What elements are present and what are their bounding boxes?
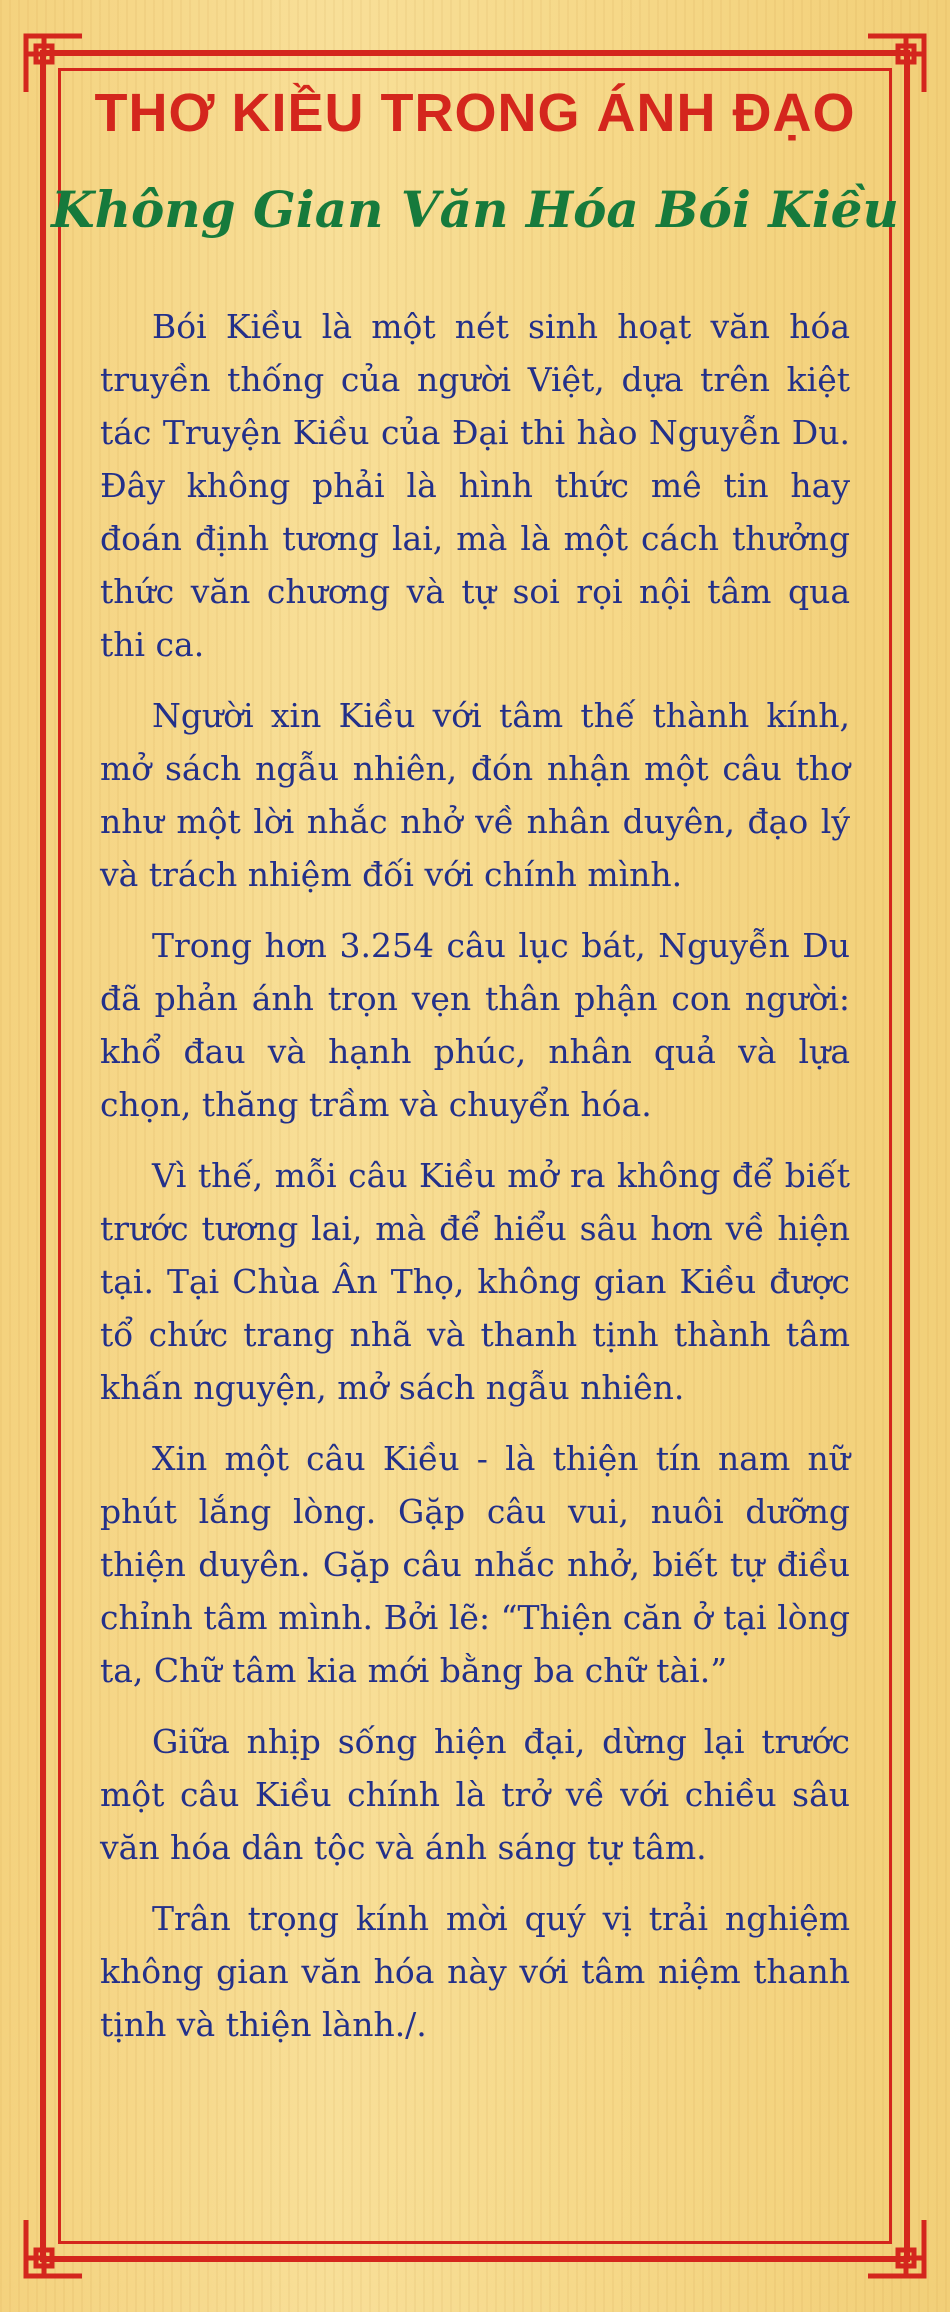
paragraph: Xin một câu Kiều - là thiện tín nam nữ phút lắng lòng. Gặp câu vui, nuôi dưỡng thiện duyên. Gặp câu nhắc nhở, biết tự điều chỉnh tâm mình. Bởi lẽ: “Thiện căn ở tại lòng ta, Chữ tâm kia mới bằng ba chữ tài.” bbox=[100, 1439, 850, 1690]
paragraph: Bói Kiều là một nét sinh hoạt văn hóa truyền thống của người Việt, dựa trên kiệt tác Truyện Kiều của Đại thi hào Nguyễn Du. Đây không phải là hình thức mê tin hay đoán định tương lai, mà là một cách thưởng thức văn chương và tự soi rọi nội tâm qua thi ca. bbox=[100, 307, 850, 664]
page-title: THƠ KIỀU TRONG ÁNH ĐẠO bbox=[94, 83, 856, 143]
paragraph: Giữa nhịp sống hiện đại, dừng lại trước một câu Kiều chính là trở về với chiều sâu văn hóa dân tộc và ánh sáng tự tâm. bbox=[100, 1722, 850, 1867]
corner-ornament-bottom-left bbox=[22, 2216, 86, 2280]
body-text bbox=[100, 300, 850, 2069]
corner-ornament-bottom-right bbox=[864, 2216, 928, 2280]
paragraph: Trong hơn 3.254 câu lục bát, Nguyễn Du đã phản ánh trọn vẹn thân phận con người: khổ đau và hạnh phúc, nhân quả và lựa chọn, thăng trầm và chuyển hóa. bbox=[100, 926, 850, 1124]
page-subtitle: Không Gian Văn Hóa Bói Kiều bbox=[51, 180, 899, 239]
paragraph: Người xin Kiều với tâm thế thành kính, mở sách ngẫu nhiên, đón nhận một câu thơ như một lời nhắc nhở về nhân duyên, đạo lý và trách nhiệm đối với chính mình. bbox=[100, 696, 850, 894]
paragraph: Trân trọng kính mời quý vị trải nghiệm không gian văn hóa này với tâm niệm thanh tịnh và thiện lành./. bbox=[100, 1899, 850, 2044]
paragraph: Vì thế, mỗi câu Kiều mở ra không để biết trước tương lai, mà để hiểu sâu hơn về hiện tại. Tại Chùa Ân Thọ, không gian Kiều được tổ chức trang nhã và thanh tịnh thành tâm khấn nguyện, mở sách ngẫu nhiên. bbox=[100, 1156, 850, 1407]
